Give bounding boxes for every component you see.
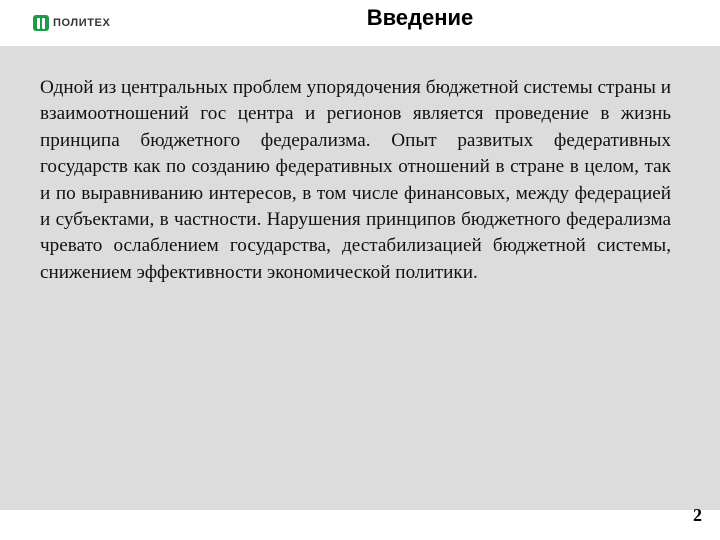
slide-header [0,0,720,46]
content-area [0,46,720,510]
politech-logo [33,13,110,33]
body-paragraph: Одной из центральных проблем упорядочения бюджетной системы страны и взаимоотношений гос центра и регионов является проведение в жизнь принципа бюджетного федерализма. Опыт развитых федеративных государств как по созданию федеративных отношений в стране в целом, так и по выравниванию интересов, в том числе финансовых, между федерацией и субъектами, в частности. Нарушения принципов бюджетного федерализма чревато ослаблением государства, дестабилизацией бюджетной системы, снижением эффективности экономической политики. [40,77,671,283]
politech-logo-icon [33,15,49,31]
slide-footer [0,510,720,540]
logo-text: ПОЛИТЕХ [53,17,111,29]
slide-title: Введение [366,5,474,30]
page-number: 2 [693,505,702,525]
